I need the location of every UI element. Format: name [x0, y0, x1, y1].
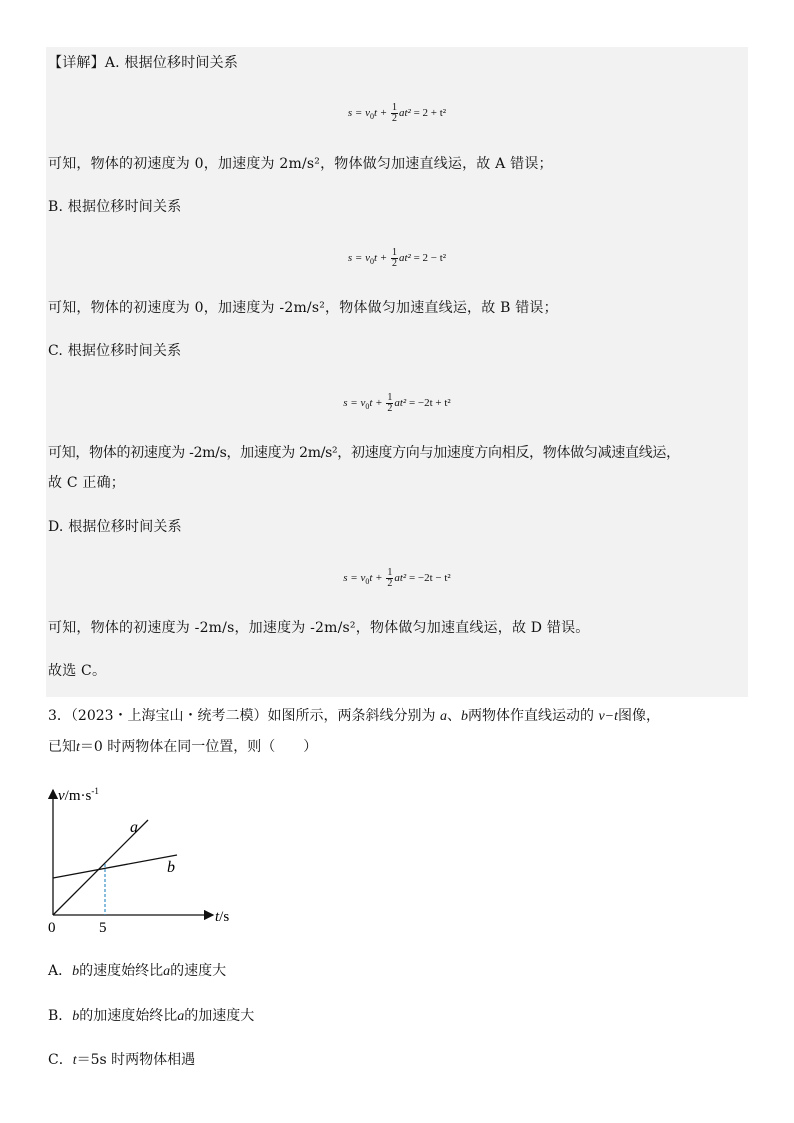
x-tick-label: 5 [99, 920, 107, 936]
solution-d-conclusion: 可知，物体的初速度为 -2m/s，加速度为 -2m/s²，物体做匀加速直线运，故 D 错误。 [48, 620, 590, 636]
formula-c: $s = v_0t$ + $\frac{1}{2}$ at² = −2t + t² [343, 392, 451, 414]
line-a-label: a [130, 819, 138, 836]
question-line2: 已知t＝0 时两物体在同一位置，则（ ） [48, 739, 318, 755]
solution-a-conclusion: 可知，物体的初速度为 0，加速度为 2m/s²，物体做匀加速直线运，故 A 错误； [48, 156, 553, 172]
solution-a-intro: 【详解】A. 根据位移时间关系 [48, 55, 239, 71]
line-b-label: b [167, 859, 175, 876]
x-axis-label: t/s [215, 909, 230, 925]
solution-d-intro: D. 根据位移时间关系 [48, 519, 182, 535]
question-line1: 3．（2023・上海宝山・统考二模）如图所示，两条斜线分别为 a、b两物体作直线运动的 v−t图像， [48, 708, 661, 724]
solution-b-intro: B. 根据位移时间关系 [48, 199, 182, 215]
line-b [53, 855, 177, 878]
option-b[interactable]: B．b的加速度始终比a的加速度大 [48, 1008, 255, 1024]
formula-d: $s = v_0t$ + $\frac{1}{2}$ at² = −2t − t² [343, 567, 451, 589]
option-c[interactable]: C．t＝5s 时两物体相遇 [48, 1052, 196, 1068]
vt-graph [40, 780, 260, 940]
solution-c-conclusion-line2: 故 C 正确； [48, 475, 126, 491]
origin-label: 0 [48, 920, 56, 936]
y-axis-label: $v/m\cdot s^{-1}$ [58, 786, 99, 804]
solution-c-intro: C. 根据位移时间关系 [48, 343, 182, 359]
formula-a: $s = v_0t$ + $\frac{1}{2}$ at² = 2 + t² [347, 102, 447, 124]
option-a[interactable]: A．b的速度始终比a的速度大 [48, 963, 227, 979]
solution-c-conclusion-line1: 可知，物体的初速度为 -2m/s，加速度为 2m/s²，初速度方向与加速度方向相反，物体做匀减速直线运， [48, 445, 680, 461]
solution-final: 故选 C。 [48, 663, 107, 679]
solution-header-tag: 【详解】 [48, 55, 105, 71]
formula-b: $s = v_0t$ + $\frac{1}{2}$ at² = 2 − t² [347, 247, 447, 269]
solution-block [46, 47, 748, 697]
solution-b-conclusion: 可知，物体的初速度为 0，加速度为 -2m/s²，物体做匀加速直线运，故 B 错误； [48, 300, 558, 316]
